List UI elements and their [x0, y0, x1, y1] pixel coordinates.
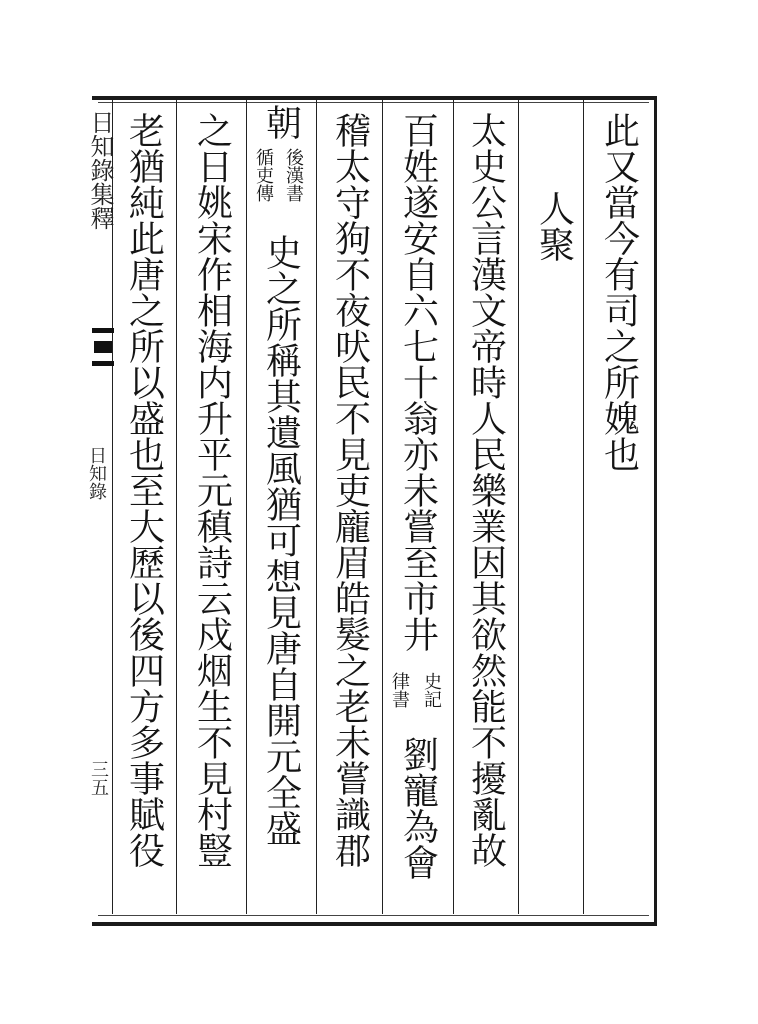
column-rule: [246, 100, 247, 914]
column-rule: [176, 100, 177, 914]
text-column-4-cont: 劉寵為會: [397, 736, 439, 880]
text-column-4: 百姓遂安自六七十翁亦未嘗至市井: [397, 112, 439, 652]
column-rule: [518, 100, 519, 914]
column-rule: [453, 100, 454, 914]
annotation-shiji: 史記: [421, 672, 442, 708]
annotation-houhanshu: 後漢書: [283, 148, 304, 202]
column-rule: [583, 100, 584, 914]
text-column-6-head: 朝: [260, 104, 302, 140]
column-rule: [382, 100, 383, 914]
text-column-8: 老猶純此唐之所以盛也至大歷以後四方多事賦役: [123, 112, 165, 868]
text-column-6: 史之所稱其遺風猶可想見唐自開元全盛: [260, 234, 302, 846]
margin-page-number: 三五: [88, 760, 109, 796]
text-column-7: 之日姚宋作相海内升平元稹詩云戍烟生不見村豎: [191, 112, 233, 868]
margin-book-title: 日知錄集釋: [86, 110, 114, 230]
margin-book-name: 日知錄: [86, 446, 107, 500]
text-column-5: 稽太守狗不夜吠民不見吏龐眉皓髮之老未嘗識郡: [329, 112, 371, 868]
text-column-1: 此又當今有司之所媿也: [598, 112, 640, 472]
fish-tail-mark: [92, 328, 114, 366]
section-heading: 人聚: [533, 190, 575, 262]
annotation-lushu: 律書: [389, 672, 410, 708]
column-rule: [316, 100, 317, 914]
text-column-3: 太史公言漢文帝時人民樂業因其欲然能不擾亂故: [465, 112, 507, 868]
annotation-xunlizhuan: 循吏傳: [253, 148, 274, 202]
